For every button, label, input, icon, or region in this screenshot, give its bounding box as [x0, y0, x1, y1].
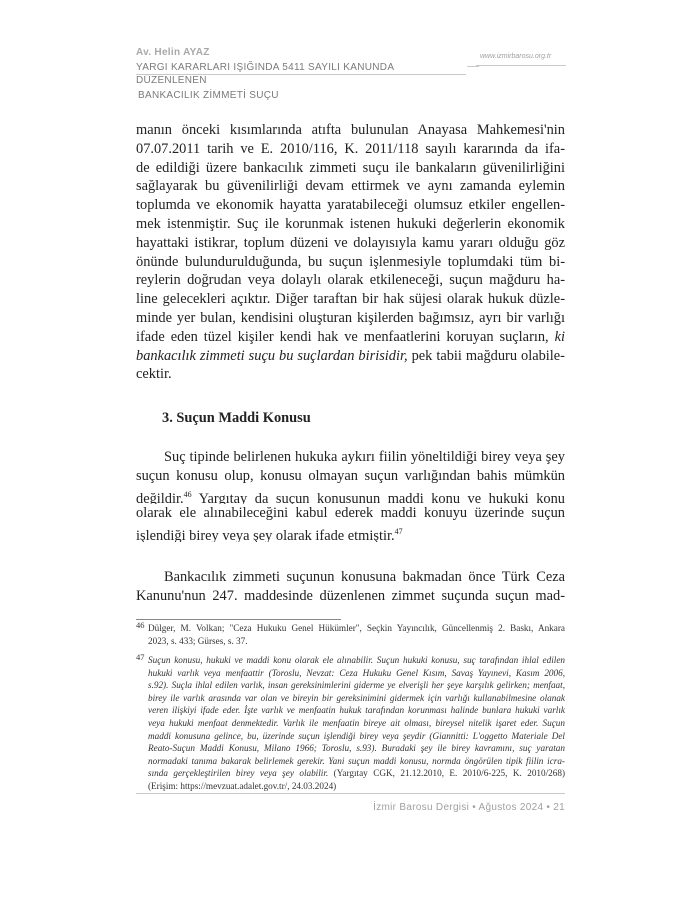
footnote-line [148, 742, 565, 755]
footnote-line [148, 717, 565, 730]
header-rule-right [476, 65, 566, 66]
italic-span: Reato-Suçun Maddi Konusu, Milano 1966; Toroslu, s.93). Buradaki şey ile birey kavramını, suç yaratan [148, 743, 565, 754]
text-line: Bankacılık zimmeti suçunun konusuna bakmadan önce Türk Ceza [164, 569, 565, 585]
footer-rule [136, 793, 565, 794]
page-footer: İzmir Barosu Dergisi • Ağustos 2024 • 21 [373, 802, 565, 813]
italic-span: sında gerçekleştirilen birey veya şey olabilir. [148, 768, 329, 779]
text-line: 07.07.2011 tarih ve E. 2010/116, K. 2011/118 sayılı kararında da ifa- [136, 140, 565, 157]
footnote-text [148, 654, 565, 793]
text-line: toplumda ve ekonomik hayatta yaratabileceği olumsuz etkiler engellen- [136, 197, 565, 214]
text-line: minde yer bulan, kendisini oluşturan kişilerden bağımsız, ayrı bir varlığı [136, 309, 565, 326]
text-line: Suç tipinde belirlenen hukuka aykırı fiilin yöneltildiği birey veya şey [164, 449, 565, 465]
footnote-line [148, 767, 565, 780]
text-span: işlendiği birey veya şey olarak ifade etmiştir. [136, 527, 395, 542]
footnote-number: 47 [136, 652, 145, 662]
footnote-separator [136, 619, 341, 620]
section-heading: 3. Suçun Maddi Konusu [162, 410, 311, 426]
website-url[interactable]: www.izmirbarosu.org.tr [480, 53, 552, 60]
footnote-47 [136, 654, 565, 793]
text-line: önünde bulundurulduğunda, bu suçun işlenmesiyle toplumdaki tüm bi- [136, 253, 565, 270]
footnote-ref-46[interactable]: 46 [183, 489, 192, 499]
text-span: (Yargıtay CGK, 21.12.2010, E. 2010/6-225, K. 2010/268) [333, 768, 565, 779]
italic-span: ki [554, 328, 565, 345]
running-title-line2: BANKACILIK ZİMMETİ SUÇU [138, 90, 279, 101]
text-span: ifade eden tüzel kişiler kendi hak ve menfaatlerini koruyan suçların, [136, 328, 549, 345]
footnote-line [148, 679, 565, 692]
italic-span: hukuki varlık veya menfaattir (Toroslu, Nevzat: Ceza Hukuku Genel Kısım, Savaş Yayınevi, Kasım 2006, [148, 667, 565, 678]
text-line: hayattaki istikrar, toplum düzeni ve dolayısıyla kamu yararı olduğu göz [136, 234, 565, 251]
text-line [136, 328, 565, 347]
paragraph-2 [136, 448, 565, 542]
running-title [136, 61, 466, 102]
italic-span: s.92). Suçla ihlal edilen varlık, insan gereksinimlerini giderme ye elverişli her şeye karşılık gelirken; menfaat, [148, 680, 565, 691]
header-rule [136, 74, 466, 75]
italic-span: bankacılık zimmeti suçu bu suçlardan birisidir, [136, 347, 408, 364]
text-line: mek istenmiştir. Suç ile korunmak istenen hukuki değerlerin ekonomik [136, 215, 565, 232]
text-line: manın önceki kısımlarında atıfta bulunulan Anayasa Mahkemesi'nin [136, 122, 565, 138]
text-span: değildir. [136, 490, 184, 505]
text-line [136, 486, 565, 505]
footnote-line [148, 654, 565, 667]
text-line: sağlayarak bu güvenilirliği devam ettirmek ve aynı zamanda eylemin [136, 178, 565, 195]
text-line: line gelecekleri açıktır. Diğer taraftan bir hak süjesi olarak hukuk düzle- [136, 291, 565, 308]
text-line: reylerin doğrudan veya dolaylı olarak etkileneceği, suçun mağduru ha- [136, 272, 565, 289]
footnote-line [148, 755, 565, 768]
text-line: olarak ele alınabileceğini kabul ederek maddi konuyu üzerinde suçun [136, 505, 565, 522]
footnote-46 [136, 622, 565, 647]
italic-span: normadaki tanıma bakarak belirlemek gerekir. Yani suçun maddi konusu, normda öngörülen tipik fiilin icra- [148, 755, 565, 766]
italic-span: Suçun konusu, hukuki ve maddi konu olarak ele alınabilir. Suçun hukuki konusu, suç tarafından ihlal edilen [148, 655, 565, 665]
italic-span: maddi konusuna gelince, bu, üzerinde suçun işlendiği birey veya şeydir (Giannitti: L'oggetto Materiale Del [148, 730, 565, 741]
footnote-line: (Erişim: https://mevzuat.adalet.gov.tr/, 24.03.2024) [148, 780, 337, 791]
footnote-number: 46 [136, 620, 145, 630]
text-line: suçun konusu olup, konusu olmayan suçun varlığından bahis mümkün [136, 467, 565, 484]
text-line: cektir. [136, 366, 172, 383]
footnote-line: 2023, s. 433; Gürses, s. 37. [148, 635, 248, 646]
footnote-line [148, 692, 565, 705]
italic-span: veren ilişkiyi ifade eder. İşte varlık ve menfaatin hukuk tarafından korunması halinde bunlara hukuki varlık [148, 705, 565, 716]
running-title-line1: YARGI KARARLARI IŞIĞINDA 5411 SAYILI KANUNDA DÜZENLENEN [136, 62, 394, 86]
text-line: de edildiği üzere bankacılık zimmeti suçu ile bankaların güvenilirliğini [136, 159, 565, 176]
italic-span: birey ile varlık arasında var olan ve bireyin bir gereksinimini gidermek için varlığı kullanabilmesine olanak [148, 692, 565, 703]
text-span: pek tabii mağduru olabile- [411, 347, 565, 364]
text-line: Kanunu'nun 247. maddesinde düzenlenen zimmet suçunda suçun mad- [136, 587, 565, 604]
text-span: Yargıtay da suçun konusunun maddi konu ve hukuki konu [198, 490, 565, 505]
footnote-line [148, 730, 565, 743]
author-name: Av. Helin AYAZ [136, 47, 210, 58]
paragraph-1 [136, 121, 565, 384]
footnote-line: Dülger, M. Volkan; "Ceza Hukuku Genel Hükümler", Seçkin Yayıncılık, Güncellenmiş 2. Baskı, Ankara [148, 623, 565, 633]
paragraph-3 [136, 568, 565, 606]
italic-span: veya hukuki menfaat denmektedir. Varlık ile menfaatin bireye ait olması, bireysel nitelik işaret eder. Suçun [148, 717, 565, 728]
footnote-line [148, 704, 565, 717]
text-line [136, 347, 565, 366]
footnote-text [148, 622, 565, 647]
footnote-line [148, 667, 565, 680]
footnote-ref-47[interactable]: 47 [394, 527, 403, 537]
text-line [136, 523, 565, 542]
